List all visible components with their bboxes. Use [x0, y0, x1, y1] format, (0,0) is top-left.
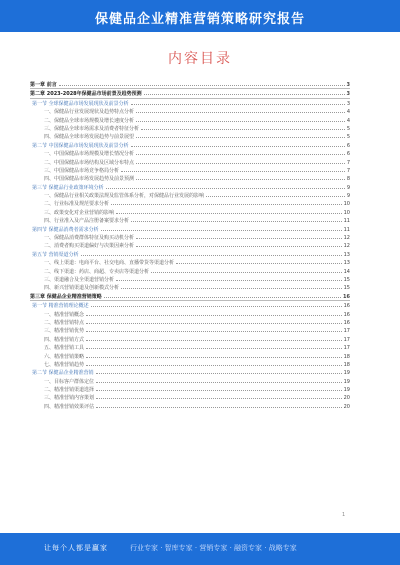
toc-entry-page: 3	[346, 91, 350, 98]
toc-entry-label: 四、保健品全球市场发展趋势与前景展望	[44, 134, 135, 141]
toc-entry-label: 一、目标客户群体定位	[44, 378, 95, 385]
toc-entry[interactable]	[30, 301, 350, 309]
toc-entry[interactable]	[30, 107, 350, 115]
toc-leader-dots	[96, 377, 342, 383]
toc-leader-dots	[86, 352, 342, 358]
toc-entry[interactable]	[30, 132, 350, 140]
toc-entry[interactable]	[30, 216, 350, 224]
toc-entry-page: 4	[346, 117, 350, 124]
toc-entry-label: 一、中国保健品市场规模及增长情况分析	[44, 151, 135, 158]
toc-leader-dots	[141, 124, 345, 130]
toc-entry-page: 9	[346, 184, 350, 191]
toc-entry[interactable]	[30, 267, 350, 275]
toc-leader-dots	[131, 99, 345, 105]
toc-entry[interactable]	[30, 191, 350, 199]
toc-leader-dots	[59, 80, 345, 86]
toc-entry-page: 19	[343, 370, 350, 377]
toc-entry-page: 16	[343, 311, 350, 318]
toc-entry-label: 一、精准营销概念	[44, 311, 85, 318]
toc-entry[interactable]	[30, 368, 350, 376]
toc-entry[interactable]	[30, 99, 350, 107]
toc-entry-page: 3	[346, 100, 350, 107]
toc-entry-page: 5	[346, 125, 350, 132]
toc-entry-page: 16	[343, 319, 350, 326]
toc-entry-page: 13	[343, 251, 350, 258]
toc-entry-page: 11	[343, 218, 350, 225]
toc-entry-label: 二、行业标准及规范要求分析	[44, 201, 110, 208]
toc-entry-label: 五、精准营销工具	[44, 345, 85, 352]
toc-entry[interactable]	[30, 393, 350, 401]
toc-leader-dots	[136, 149, 345, 155]
toc-leader-dots	[136, 116, 345, 122]
toc-entry-page: 19	[343, 378, 350, 385]
toc-entry-label: 三、渠道融合及全渠道营销分析	[44, 276, 115, 283]
toc-entry-label: 一、保健品消费群体特征及购买动机分析	[44, 235, 135, 242]
toc-entry[interactable]	[30, 326, 350, 334]
toc-entry-label: 七、精准营销趋势	[44, 361, 85, 368]
toc-entry-page: 20	[343, 403, 350, 410]
toc-entry-page: 15	[343, 276, 350, 283]
toc-leader-dots	[136, 107, 345, 113]
toc-entry[interactable]	[30, 292, 350, 301]
toc-entry-label: 二、精准营销特点	[44, 319, 85, 326]
toc-leader-dots	[136, 233, 342, 239]
toc-entry-page: 3	[346, 82, 350, 88]
toc-leader-dots	[116, 208, 342, 214]
toc-entry[interactable]	[30, 283, 350, 291]
toc-entry-page: 9	[346, 193, 350, 200]
toc-entry-label: 第二节 中国保健品市场发展现状及前景分析	[32, 142, 129, 149]
toc-entry-label: 二、中国保健品市场结构及区域分布特点	[44, 159, 135, 166]
toc-entry-label: 第五节 营销渠道分析	[32, 251, 79, 258]
table-of-contents	[30, 80, 350, 500]
toc-entry-page: 20	[343, 395, 350, 402]
toc-entry-label: 二、线下渠道：药店、商超、专卖店等渠道分析	[44, 268, 150, 275]
toc-entry-label: 一、保健品行业相关政策法规及监管体系分析，对保健品行业发展的影响	[44, 193, 205, 200]
toc-entry-page: 7	[346, 167, 350, 174]
toc-entry-label: 四、精准营销方式	[44, 336, 85, 343]
toc-entry-label: 第一节 全球保健品市场发展现状及前景分析	[32, 100, 129, 107]
toc-entry[interactable]	[30, 225, 350, 233]
toc-entry-label: 四、精准营销效果评估	[44, 403, 95, 410]
toc-entry-label: 三、政策变化对企业营销的影响	[44, 209, 115, 216]
toc-leader-dots	[86, 343, 342, 349]
toc-entry-page: 16	[343, 293, 350, 300]
footer-slogan: 让每个人都是赢家	[44, 544, 108, 552]
toc-entry-label: 第一节 精准营销理论概述	[32, 303, 89, 310]
toc-entry[interactable]	[30, 258, 350, 266]
toc-leader-dots	[206, 191, 345, 197]
toc-leader-dots	[176, 258, 342, 264]
toc-entry[interactable]	[30, 310, 350, 318]
toc-entry[interactable]	[30, 385, 350, 393]
page-number: 1	[342, 512, 346, 518]
toc-entry-label: 二、保健品全球市场规模及增长速度分析	[44, 117, 135, 124]
toc-entry-label: 第二节 保健品企业精准营销	[32, 370, 94, 377]
toc-entry-label: 第一章 前言	[30, 82, 57, 88]
toc-entry-label: 四、新兴营销渠道及创新模式分析	[44, 285, 120, 292]
toc-entry-page: 6	[346, 142, 350, 149]
toc-entry-page: 14	[343, 268, 350, 275]
toc-leader-dots	[144, 89, 345, 95]
toc-entry-page: 5	[346, 134, 350, 141]
toc-leader-dots	[116, 275, 342, 281]
toc-leader-dots	[86, 335, 342, 341]
toc-entry[interactable]	[30, 174, 350, 182]
toc-leader-dots	[121, 166, 345, 172]
toc-leader-dots	[136, 174, 345, 180]
toc-leader-dots	[111, 199, 342, 205]
toc-entry[interactable]	[30, 250, 350, 258]
toc-entry[interactable]	[30, 233, 350, 241]
toc-entry-page: 6	[346, 151, 350, 158]
toc-entry[interactable]	[30, 183, 350, 191]
toc-entry-label: 三、精准营销优势	[44, 328, 85, 335]
toc-leader-dots	[104, 292, 341, 298]
toc-entry-page: 16	[343, 303, 350, 310]
toc-leader-dots	[96, 393, 342, 399]
toc-entry-label: 四、行业准入及产品注册备案要求分析	[44, 218, 130, 225]
toc-entry-label: 第四节 保健品消费者需求分析	[32, 226, 99, 233]
toc-entry-page: 12	[343, 243, 350, 250]
toc-entry-label: 二、精准营销渠道选择	[44, 387, 95, 394]
toc-entry-page: 8	[346, 176, 350, 183]
toc-leader-dots	[136, 132, 345, 138]
toc-entry[interactable]	[30, 241, 350, 249]
toc-heading: 内容目录	[168, 51, 232, 67]
toc-entry-label: 第三节 保健品行业政策环境分析	[32, 184, 104, 191]
toc-entry-page: 17	[343, 328, 350, 335]
report-header	[0, 0, 400, 32]
toc-leader-dots	[86, 310, 342, 316]
toc-entry[interactable]	[30, 343, 350, 351]
toc-leader-dots	[91, 301, 342, 307]
toc-entry[interactable]	[30, 360, 350, 368]
toc-leader-dots	[96, 402, 342, 408]
toc-entry-page: 11	[343, 226, 350, 233]
toc-entry-page: 10	[343, 201, 350, 208]
toc-entry[interactable]	[30, 124, 350, 132]
toc-entry[interactable]	[30, 80, 350, 89]
toc-entry[interactable]	[30, 377, 350, 385]
toc-entry-page: 13	[343, 260, 350, 267]
toc-leader-dots	[106, 183, 345, 189]
toc-entry[interactable]	[30, 352, 350, 360]
toc-entry-label: 二、消费者购买渠道偏好与决策因素分析	[44, 243, 135, 250]
toc-entry-label: 一、保健品行业发展现状及趋势特点分析	[44, 109, 135, 116]
toc-leader-dots	[121, 283, 342, 289]
toc-entry[interactable]	[30, 318, 350, 326]
toc-leader-dots	[136, 158, 345, 164]
toc-entry-label: 三、精准营销内容策划	[44, 395, 95, 402]
toc-entry-page: 18	[343, 361, 350, 368]
toc-leader-dots	[86, 326, 342, 332]
toc-entry-label: 四、中国保健品市场发展趋势及前景预测	[44, 176, 135, 183]
toc-entry-label: 一、线上渠道：电商平台、社交电商、直播带货等渠道分析	[44, 260, 175, 267]
toc-entry[interactable]	[30, 275, 350, 283]
toc-entry-page: 12	[343, 235, 350, 242]
toc-entry[interactable]	[30, 166, 350, 174]
toc-entry-page: 18	[343, 353, 350, 360]
toc-entry[interactable]	[30, 199, 350, 207]
toc-entry-label: 六、精准营销策略	[44, 353, 85, 360]
toc-entry-page: 17	[343, 336, 350, 343]
toc-entry[interactable]	[30, 116, 350, 124]
report-footer	[0, 533, 400, 565]
toc-entry[interactable]	[30, 141, 350, 149]
toc-leader-dots	[86, 360, 342, 366]
toc-entry-page: 7	[346, 159, 350, 166]
toc-leader-dots	[96, 368, 342, 374]
toc-leader-dots	[136, 241, 342, 247]
toc-leader-dots	[131, 141, 345, 147]
toc-entry-label: 第二章 2023-2028年保健品市场前景及趋势预测	[30, 91, 142, 98]
toc-entry[interactable]	[30, 208, 350, 216]
toc-leader-dots	[81, 250, 342, 256]
toc-entry-page: 10	[343, 209, 350, 216]
toc-leader-dots	[86, 318, 342, 324]
toc-entry-label: 第三章 保健品企业精准营销策略	[30, 293, 102, 300]
toc-leader-dots	[101, 225, 342, 231]
toc-entry[interactable]	[30, 402, 350, 410]
toc-entry[interactable]	[30, 149, 350, 157]
toc-entry-page: 17	[343, 345, 350, 352]
toc-entry[interactable]	[30, 158, 350, 166]
toc-entry-page: 19	[343, 387, 350, 394]
toc-leader-dots	[96, 385, 342, 391]
toc-entry-page: 15	[343, 285, 350, 292]
toc-leader-dots	[131, 216, 342, 222]
footer-services: 行业专家 · 智库专家 · 营销专家 · 融资专家 · 战略专家	[130, 544, 297, 552]
toc-entry-label: 三、中国保健品市场竞争格局分析	[44, 167, 120, 174]
toc-entry[interactable]	[30, 335, 350, 343]
toc-entry[interactable]	[30, 89, 350, 98]
report-title: 保健品企业精准营销策略研究报告	[94, 12, 305, 27]
toc-entry-label: 三、保健品全球市场需求及消费者特征分析	[44, 125, 140, 132]
toc-leader-dots	[151, 267, 342, 273]
toc-entry-page: 4	[346, 109, 350, 116]
